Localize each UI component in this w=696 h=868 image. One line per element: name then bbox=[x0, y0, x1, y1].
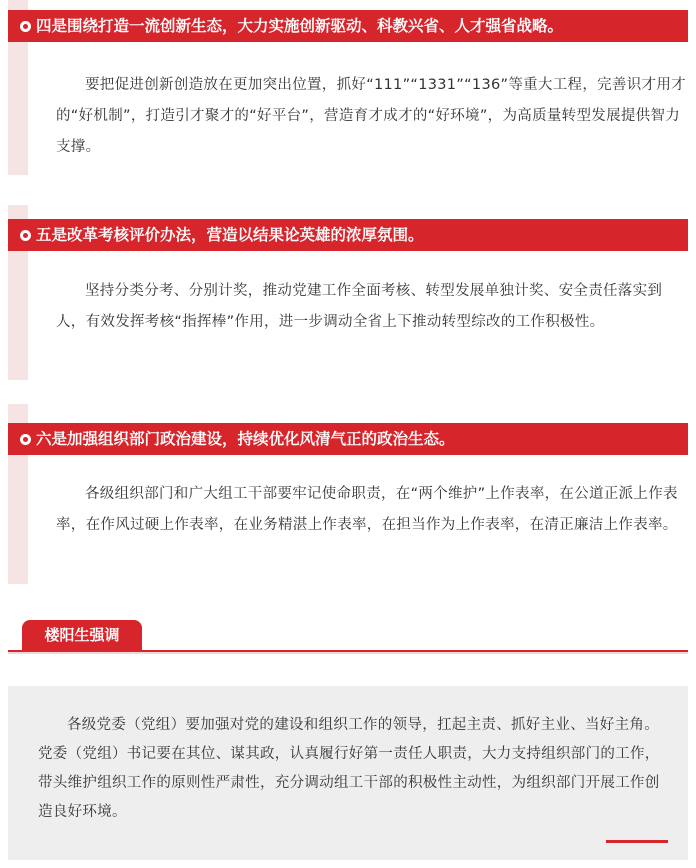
emphasis-divider-shadow bbox=[8, 652, 688, 654]
section-heading-bar bbox=[8, 10, 688, 42]
section-6 bbox=[8, 404, 688, 584]
section-4 bbox=[8, 0, 688, 175]
section-5 bbox=[8, 205, 688, 380]
circle-bullet-icon bbox=[20, 21, 31, 32]
emphasis-text: 各级党委（党组）要加强对党的建设和组织工作的领导，扛起主责、抓好主业、当好主角。党委（党组）书记要在其位、谋其政，认真履行好第一责任人职责，大力支持组织部门的工作，带头维护组织工作的原则性严肃性，充分调动组工干部的积极性主动性，为组织部门开展工作创造良好环境。 bbox=[38, 717, 660, 820]
circle-bullet-icon bbox=[20, 230, 31, 241]
emphasis-box bbox=[8, 686, 688, 860]
circle-bullet-icon bbox=[20, 434, 31, 445]
section-heading: 四是围绕打造一流创新生态，大力实施创新驱动、科教兴省、人才强省战略。 bbox=[36, 17, 564, 35]
section-heading: 六是加强组织部门政治建设，持续优化风清气正的政治生态。 bbox=[36, 430, 455, 448]
section-heading-bar bbox=[8, 423, 688, 455]
emphasis-end-mark bbox=[606, 840, 668, 843]
section-body: 要把促进创新创造放在更加突出位置，抓好“111”“1331”“136”等重大工程，完善识才用才的“好机制”，打造引才聚才的“好平台”，营造育才成才的“好环境”，为高质量转型发展提供智力支撑。 bbox=[56, 77, 686, 155]
section-body: 各级组织部门和广大组工干部要牢记使命职责，在“两个维护”上作表率，在公道正派上作表率，在作风过硬上作表率，在业务精湛上作表率，在担当作为上作表率，在清正廉洁上作表率。 bbox=[56, 486, 678, 533]
section-heading-bar bbox=[8, 219, 688, 251]
section-heading: 五是改革考核评价办法，营造以结果论英雄的浓厚氛围。 bbox=[36, 226, 424, 244]
section-body: 坚持分类分考、分别计奖，推动党建工作全面考核、转型发展单独计奖、安全责任落实到人，有效发挥考核“指挥棒”作用，进一步调动全省上下推动转型综改的工作积极性。 bbox=[56, 283, 663, 330]
emphasis-tab: 楼阳生强调 bbox=[22, 620, 142, 650]
